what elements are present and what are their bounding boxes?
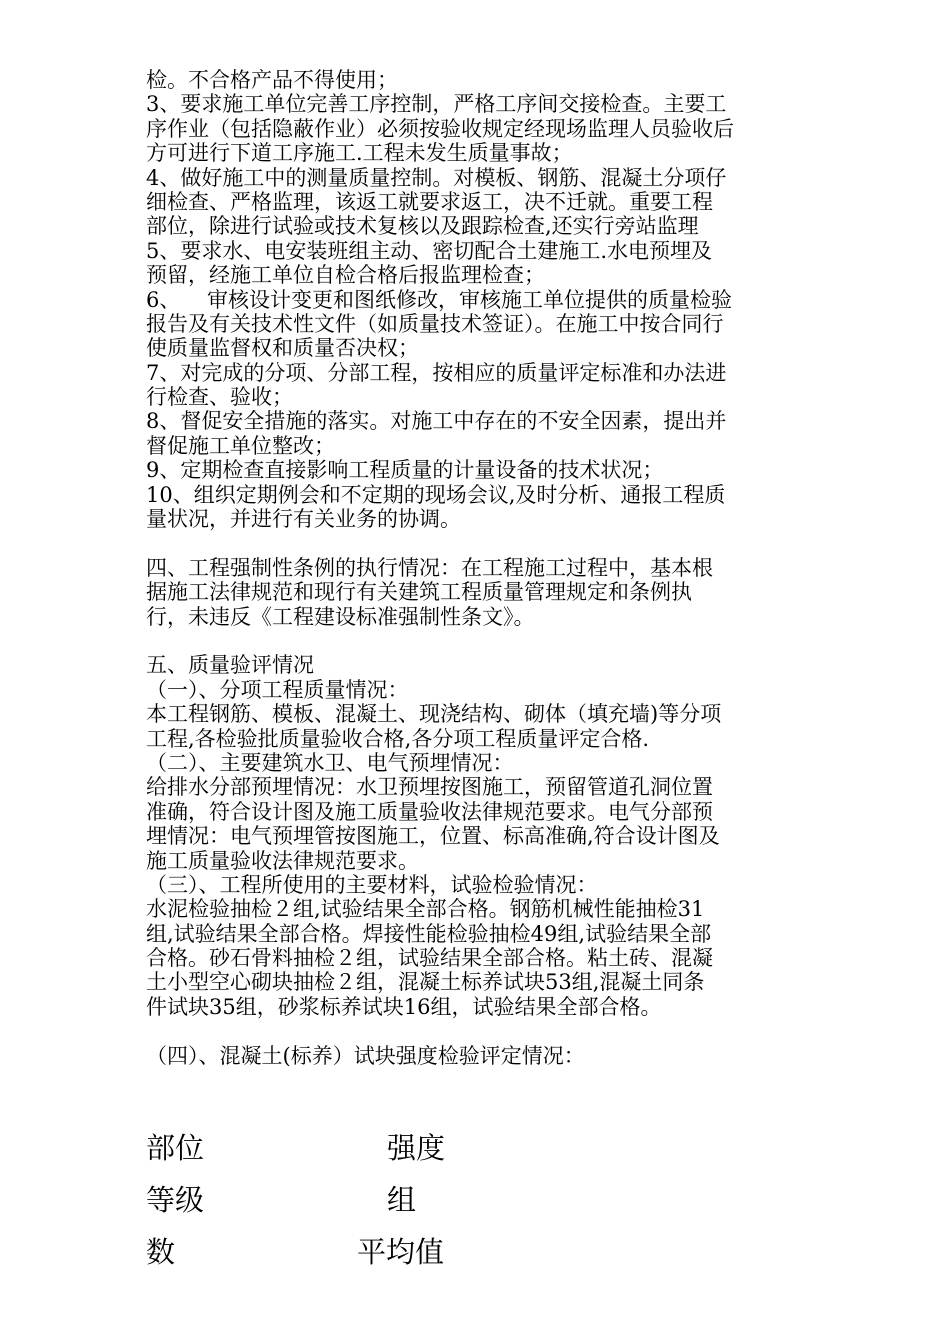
text-line: 合格。砂石骨料抽检２组，试验结果全部合格。粘土砖、混凝	[146, 946, 713, 971]
text-line: 行检查、验收；	[146, 385, 293, 410]
table-cell: 强度	[387, 1131, 446, 1165]
text-line: 9、定期检查直接影响工程质量的计量设备的技术状况；	[146, 458, 664, 483]
section-heading: 五、质量验评情况	[146, 653, 314, 678]
table-cell: 等级	[146, 1183, 205, 1217]
text-line: 本工程钢筋、模板、混凝土、现浇结构、砌体（填充墙)等分项	[146, 702, 722, 727]
text-line: 部位，除进行试验或技术复核以及跟踪检查,还实行旁站监理	[146, 214, 699, 239]
text-line: 施工质量验收法律规范要求。	[146, 848, 419, 873]
text-line: 水泥检验抽检２组,试验结果全部合格。钢筋机械性能抽检31	[146, 897, 705, 922]
text-line: 行，未违反《工程建设标准强制性条文》。	[146, 604, 535, 629]
table-cell: 组	[387, 1183, 417, 1217]
subsection-heading: （三）、工程所使用的主要材料，试验检验情况：	[146, 872, 598, 897]
text-line: 7、对完成的分项、分部工程，按相应的质量评定标准和办法进	[146, 360, 727, 385]
blank-line	[146, 531, 811, 555]
text-line: 土小型空心砌块抽检２组，混凝土标养试块53组,混凝土同条	[146, 970, 705, 995]
subsection-heading: （二）、主要建筑水卫、电气预埋情况：	[146, 750, 514, 775]
text-line: 督促施工单位整改；	[146, 433, 335, 458]
document-body	[146, 68, 811, 1068]
table-row	[146, 1122, 546, 1174]
text-line: 件试块35组，砂浆标养试块16组，试验结果全部合格。	[146, 994, 662, 1019]
table-cell: 数	[146, 1235, 176, 1269]
text-line: 8、督促安全措施的落实。对施工中存在的不安全因素，提出并	[146, 409, 727, 434]
text-line: 给排水分部预埋情况：水卫预埋按图施工，预留管道孔洞位置	[146, 775, 713, 800]
text-line: 工程,各检验批质量验收合格,各分项工程质量评定合格.	[146, 726, 650, 751]
subsection-heading: （一）、分项工程质量情况：	[146, 677, 409, 702]
text-line: 4、做好施工中的测量质量控制。对模板、钢筋、混凝土分项仔	[146, 165, 727, 190]
text-line: 方可进行下道工序施工.工程未发生质量事故；	[146, 141, 573, 166]
text-line: 四、工程强制性条例的执行情况：在工程施工过程中，基本根	[146, 555, 713, 580]
blank-line	[146, 1019, 811, 1043]
text-line: 序作业（包括隐蔽作业）必须按验收规定经现场监理人员验收后	[146, 116, 734, 141]
text-line: 预留，经施工单位自检合格后报监理检查；	[146, 263, 545, 288]
text-line: 据施工法律规范和现行有关建筑工程质量管理规定和条例执	[146, 580, 692, 605]
subsection-heading: （四）、混凝土(标养）试块强度检验评定情况：	[146, 1043, 585, 1068]
strength-table	[146, 1122, 546, 1278]
text-line: 报告及有关技术性文件（如质量技术签证）。在施工中按合同行	[146, 311, 724, 336]
text-line: 准确，符合设计图及施工质量验收法律规范要求。电气分部预	[146, 799, 713, 824]
text-line: 使质量监督权和质量否决权；	[146, 336, 419, 361]
table-cell: 平均值	[357, 1235, 445, 1269]
text-line: 组,试验结果全部合格。焊接性能检验抽检49组,试验结果全部	[146, 921, 712, 946]
text-line: 6、 审核设计变更和图纸修改，审核施工单位提供的质量检验	[146, 287, 733, 312]
text-line: 量状况，并进行有关业务的协调。	[146, 507, 461, 532]
blank-line	[146, 629, 811, 653]
text-line: 埋情况：电气预埋管按图施工，位置、标高准确,符合设计图及	[146, 824, 720, 849]
table-row	[146, 1226, 546, 1278]
text-line: 检。不合格产品不得使用；	[146, 68, 398, 92]
table-cell: 部位	[146, 1131, 205, 1165]
text-line: 10、组织定期例会和不定期的现场会议,及时分析、通报工程质	[146, 482, 726, 507]
table-row	[146, 1174, 546, 1226]
text-line: 3、要求施工单位完善工序控制，严格工序间交接检查。主要工	[146, 92, 727, 117]
text-line: 5、要求水、电安装班组主动、密切配合土建施工.水电预埋及	[146, 238, 713, 263]
text-line: 细检查、严格监理，该返工就要求返工，决不迁就。重要工程	[146, 189, 713, 214]
